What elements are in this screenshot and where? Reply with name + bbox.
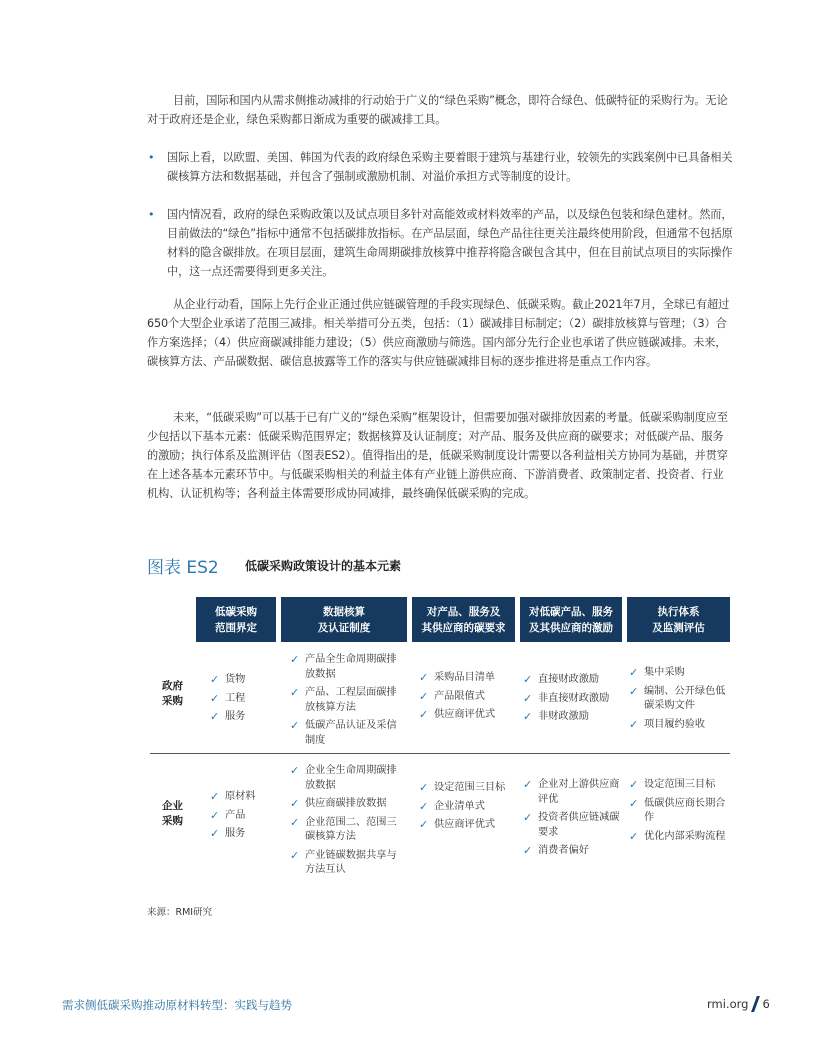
list-item [523, 844, 622, 859]
list-item [523, 692, 622, 707]
list-item-text: 工程 [225, 692, 246, 704]
check-icon: ✓ [290, 848, 300, 862]
check-icon: ✓ [523, 778, 533, 791]
list-item-text: 直接财政激励 [538, 674, 600, 685]
list-item-text: 企业全生命周期碳排放数据 [305, 765, 397, 791]
list-item [419, 690, 515, 705]
list-item-text: 设定范围三目标 [644, 779, 716, 790]
check-icon: ✓ [210, 673, 220, 686]
list-item-text: 货物 [225, 674, 246, 685]
check-icon: ✓ [210, 790, 220, 803]
list-item-text: 非财政激励 [538, 711, 589, 722]
paragraph-intro: 目前，国际和国内从需求侧推动减排的行动始于广义的“绿色采购”概念，即符合绿色、低碳特征的采购行为。无论对于政府还是企业，绿色采购都日渐成为重要的碳减排工具。 [147, 94, 728, 126]
list-item-text: 集中采购 [644, 667, 685, 678]
list-item-text: 优化内部采购流程 [644, 830, 726, 842]
list-item [629, 685, 729, 714]
list-item-text: 供应商碳排放数据 [305, 798, 387, 809]
footer-report-title: 需求侧低碳采购推动原材料转型：实践与趋势 [62, 998, 292, 1012]
check-icon: ✓ [290, 797, 300, 810]
list-item [523, 811, 622, 840]
list-item [419, 818, 515, 833]
list-item-text: 编制、公开绿色低碳采购文件 [644, 685, 726, 711]
header-text: 低碳采购 范围界定 [215, 605, 257, 634]
list-item-text: 产品全生命周期碳排放数据 [305, 654, 397, 680]
list-item-text: 消费者偏好 [538, 845, 589, 856]
bullet-international-text: 国际上看，以欧盟、美国、韩国为代表的政府绿色采购主要着眼于建筑与基建行业，较领先的实践案例中已具备相关碳核算方法和数据基础，并包含了强制或激励机制、对溢价承担方式等制度的设计。 [167, 151, 733, 183]
cell-ent-incentives [523, 778, 622, 863]
check-icon: ✓ [419, 818, 429, 831]
list-item-text: 投资者供应链减碳要求 [538, 812, 620, 838]
check-icon: ✓ [629, 778, 639, 791]
row-label-enterprise: 企业 采购 [162, 800, 183, 827]
list-item-text: 企业范围二、范围三碳核算方法 [305, 816, 397, 842]
table-header-execution [627, 597, 730, 642]
cell-gov-incentives [523, 673, 622, 729]
cell-ent-requirements [419, 781, 515, 837]
list-item [290, 686, 402, 715]
list-item [523, 673, 622, 688]
header-text: 执行体系 及监测评估 [652, 605, 705, 634]
list-item [629, 797, 729, 826]
list-item [290, 764, 402, 793]
list-item-text: 设定范围三目标 [434, 782, 506, 793]
bullet-dot-icon: • [148, 151, 155, 164]
list-item-text: 供应商评优式 [434, 709, 496, 720]
list-item [210, 710, 276, 725]
check-icon: ✓ [419, 799, 429, 813]
slash-divider-icon [752, 996, 761, 1012]
list-item [629, 718, 729, 733]
list-item-text: 产品限值式 [434, 690, 485, 702]
list-item-text: 企业清单式 [434, 800, 485, 812]
list-item [629, 666, 729, 681]
check-icon: ✓ [629, 829, 639, 843]
check-icon: ✓ [419, 689, 429, 703]
figure-label: 图表 ES2 [147, 558, 219, 578]
cell-gov-execution [629, 666, 729, 736]
cell-ent-scope [210, 790, 276, 846]
check-icon: ✓ [210, 691, 220, 705]
list-item [290, 653, 402, 682]
check-icon: ✓ [629, 684, 639, 698]
bullet-domestic-text: 国内情况看，政府的绿色采购政策以及试点项目多针对高能效或材料效率的产品，以及绿色包装和绿色建材。然而，目前做法的“绿色”指标中通常不包括碳排放指标。在产品层面，绿色产品往往更关注最终使用阶段，但通常不包括原材料的隐含碳排放。在项目层面，建筑生命周期碳排放核算中推荐将隐含碳包含其中，但在目前试点项目的实际操作中，这一点还需要得到更多关注。 [167, 208, 733, 278]
list-item-text: 原材料 [225, 791, 256, 802]
list-item-text: 产品、工程层面碳排放核算方法 [305, 687, 397, 713]
list-item [290, 719, 402, 748]
list-item-text: 供应商评优式 [434, 819, 496, 830]
list-item [629, 830, 729, 845]
paragraph-future: 未来，“低碳采购”可以基于已有广义的“绿色采购”框架设计，但需要加强对碳排放因素的考量。低碳采购制度应至少包括以下基本元素：低碳采购范围界定；数据核算及认证制度；对产品、服务及供应商的碳要求；对低碳产品、服务的激励；执行体系及监测评估（图表ES2）。值得指出的是，低碳采购制度设计需要以各利益相关方协同为基础，并贯穿在上述各基本元素环节中。与低碳采购相关的利益主体有产业链上游供应商、下游消费者、政策制定者、投资者、行业机构、认证机构等；各利益主体需要形成协同减排，最终确保低碳采购的完成。 [147, 411, 728, 500]
cell-gov-accounting [290, 653, 402, 752]
list-item-text: 采购品目清单 [434, 672, 496, 683]
list-item-text: 服务 [225, 711, 246, 722]
list-item [210, 790, 276, 805]
list-item-text: 企业对上游供应商评优 [538, 779, 620, 805]
list-item [290, 816, 402, 845]
row-label-government: 政府 采购 [162, 680, 183, 707]
check-icon: ✓ [290, 815, 300, 829]
check-icon: ✓ [419, 671, 429, 684]
list-item-text: 非直接财政激励 [538, 692, 610, 704]
check-icon: ✓ [210, 710, 220, 723]
list-item-text: 产业链碳数据共享与方法互认 [305, 849, 397, 875]
footer-site-link[interactable]: rmi.org [707, 997, 749, 1011]
check-icon: ✓ [523, 691, 533, 705]
check-icon: ✓ [629, 717, 639, 731]
bullet-dot-icon: • [148, 208, 155, 221]
list-item [210, 673, 276, 688]
check-icon: ✓ [290, 653, 300, 666]
list-item-text: 产品 [225, 809, 246, 821]
check-icon: ✓ [629, 666, 639, 679]
header-text: 数据核算 及认证制度 [317, 605, 371, 634]
list-item [290, 849, 402, 878]
check-icon: ✓ [290, 686, 300, 699]
check-icon: ✓ [523, 710, 533, 723]
page-number: 6 [762, 997, 770, 1011]
list-item [210, 827, 276, 842]
check-icon: ✓ [523, 673, 533, 686]
paragraph-enterprise: 从企业行动看，国际上先行企业正通过供应链碳管理的手段实现绿色、低碳采购。截止2021年7月，全球已有超过650个大型企业承诺了范围三减排。相关举措可分五类，包括：（1）碳减排目标制定；（2）碳排放核算与管理；（3）合作方案选择；（4）供应商碳减排能力建设；（5）供应商激励与筛选。国内部分先行企业也承诺了供应链碳减排。未来，碳核算方法、产品碳数据、碳信息披露等工作的落实与供应链碳减排目标的逐步推进将是重点工作内容。 [147, 298, 730, 368]
cell-ent-accounting [290, 764, 402, 882]
check-icon: ✓ [419, 708, 429, 721]
bullet-domestic [148, 205, 733, 281]
list-item [290, 797, 402, 812]
list-item [419, 708, 515, 723]
check-icon: ✓ [419, 781, 429, 794]
list-item [419, 800, 515, 815]
header-text: 对产品、服务及 其供应商的碳要求 [421, 605, 506, 634]
list-item-text: 低碳供应商长期合作 [644, 797, 726, 823]
footer-site-page [707, 996, 770, 1012]
table-divider [150, 753, 730, 754]
table-header-carbon-requirements [412, 597, 515, 642]
check-icon: ✓ [523, 811, 533, 824]
check-icon: ✓ [290, 719, 300, 732]
check-icon: ✓ [523, 844, 533, 857]
check-icon: ✓ [210, 808, 220, 822]
table-header-scope [196, 597, 276, 642]
list-item [629, 778, 729, 793]
table-header-incentives [520, 597, 622, 642]
header-text: 对低碳产品、服务 及其供应商的激励 [529, 605, 613, 634]
list-item-text: 低碳产品认证及采信制度 [305, 720, 397, 746]
figure-source: 来源：RMI研究 [147, 907, 213, 918]
check-icon: ✓ [210, 827, 220, 840]
cell-gov-scope [210, 673, 276, 729]
list-item [210, 809, 276, 824]
cell-gov-requirements [419, 671, 515, 727]
list-item [419, 781, 515, 796]
list-item-text: 服务 [225, 828, 246, 839]
cell-ent-execution [629, 778, 729, 848]
figure-title: 低碳采购政策设计的基本元素 [245, 559, 402, 573]
bullet-international [148, 148, 733, 186]
list-item [523, 710, 622, 725]
check-icon: ✓ [290, 764, 300, 777]
table-header-accounting [281, 597, 407, 642]
list-item [210, 692, 276, 707]
list-item [419, 671, 515, 686]
list-item-text: 项目履约验收 [644, 718, 706, 730]
list-item [523, 778, 622, 807]
check-icon: ✓ [629, 796, 639, 810]
